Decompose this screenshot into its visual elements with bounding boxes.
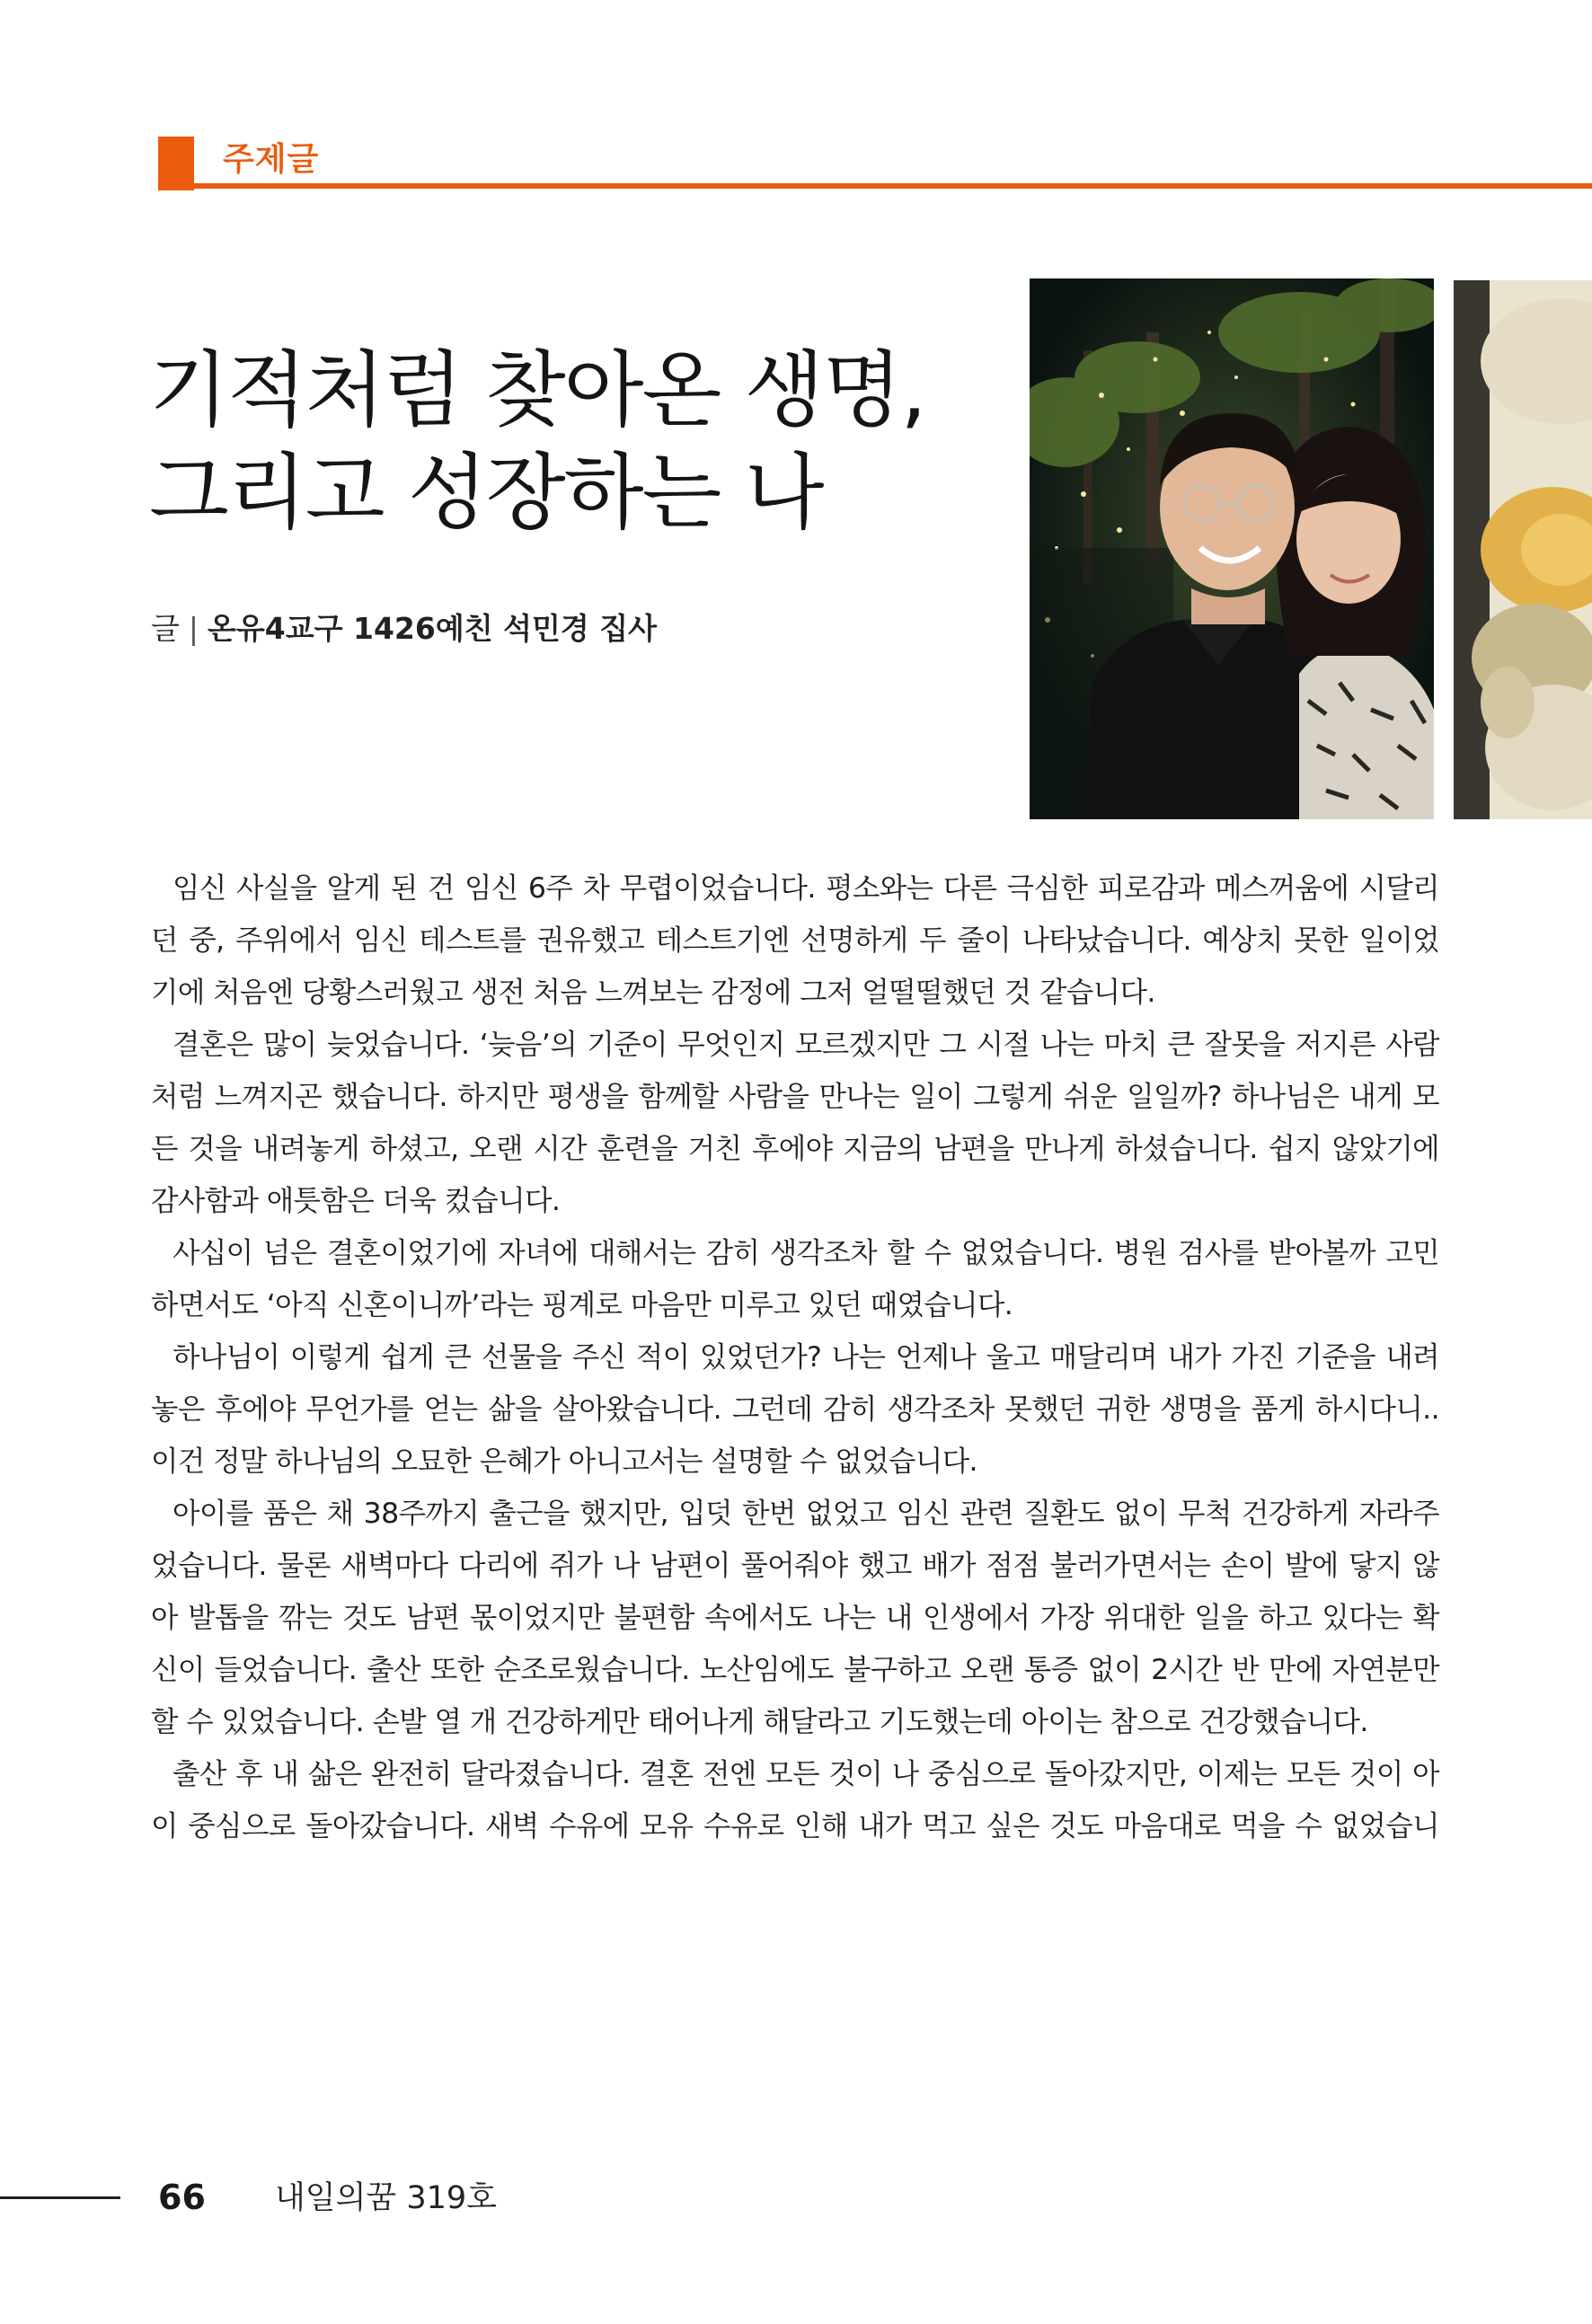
- body-line: 신이 들었습니다. 출산 또한 순조로웠습니다. 노산임에도 불구하고 오랜 통증 없이 2시간 반 만에 자연분만: [151, 1654, 1439, 1686]
- body-line: 처럼 느껴지곤 했습니다. 하지만 평생을 함께할 사람을 만나는 일이 그렇게 쉬운 일일까? 하나님은 내게 모: [151, 1081, 1439, 1113]
- body-line: 아 발톱을 깎는 것도 남편 몫이었지만 불편함 속에서도 나는 내 인생에서 가장 위대한 일을 하고 있다는 확: [151, 1602, 1439, 1634]
- body-line: 든 것을 내려놓게 하셨고, 오랜 시간 훈련을 거친 후에야 지금의 남편을 만나게 하셨습니다. 쉽지 않았기에: [151, 1133, 1439, 1165]
- body-line: 출산 후 내 삶은 완전히 달라졌습니다. 결혼 전엔 모든 것이 나 중심으로 돌아갔지만, 이제는 모든 것이 아: [172, 1758, 1439, 1790]
- footer-rule: [0, 2196, 120, 2199]
- body-line: 놓은 후에야 무언가를 얻는 삶을 살아왔습니다. 그런데 감히 생각조차 못했던 귀한 생명을 품게 하시다니..: [151, 1393, 1439, 1426]
- body-line: 감사함과 애틋함은 더욱 컸습니다.: [151, 1185, 561, 1217]
- couple-photo: [1030, 278, 1434, 819]
- side-photo: [1454, 280, 1592, 819]
- byline-separator: |: [188, 611, 199, 646]
- byline-prefix: 글: [151, 611, 180, 646]
- section-divider: [158, 183, 1592, 189]
- byline-author: 온유4교구 1426예친 석민경 집사: [208, 611, 657, 646]
- section-label: 주제글: [223, 141, 320, 178]
- body-line: 던 중, 주위에서 임신 테스트를 권유했고 테스트기엔 선명하게 두 줄이 나타났습니다. 예상치 못한 일이었: [151, 924, 1439, 957]
- body-line: 사십이 넘은 결혼이었기에 자녀에 대해서는 감히 생각조차 할 수 없었습니다. 병원 검사를 받아볼까 고민: [172, 1237, 1439, 1269]
- article-title-line-1: 기적처럼 찾아온 생명,: [149, 342, 925, 438]
- byline: [151, 609, 657, 649]
- section-header: [158, 137, 1592, 190]
- body-line: 하면서도 ‘아직 신혼이니까’라는 핑계로 마음만 미루고 있던 때였습니다.: [151, 1289, 1013, 1321]
- body-line: 할 수 있었습니다. 손발 열 개 건강하게만 태어나게 해달라고 기도했는데 아이는 참으로 건강했습니다.: [151, 1706, 1368, 1738]
- body-line: 결혼은 많이 늦었습니다. ‘늦음’의 기준이 무엇인지 모르겠지만 그 시절 나는 마치 큰 잘못을 저지른 사람: [172, 1029, 1439, 1061]
- body-line: 하나님이 이렇게 쉽게 큰 선물을 주신 적이 있었던가? 나는 언제나 울고 매달리며 내가 가진 기준을 내려: [172, 1341, 1439, 1374]
- body-line: 임신 사실을 알게 된 건 임신 6주 차 무렵이었습니다. 평소와는 다른 극심한 피로감과 메스꺼움에 시달리: [172, 872, 1439, 905]
- article-title: [149, 340, 958, 544]
- body-line: 었습니다. 물론 새벽마다 다리에 쥐가 나 남편이 풀어줘야 했고 배가 점점 불러가면서는 손이 발에 닿지 않: [151, 1550, 1439, 1582]
- section-color-block: [158, 137, 194, 190]
- body-line: 아이를 품은 채 38주까지 출근을 했지만, 입덧 한번 없었고 임신 관련 질환도 없이 무척 건강하게 자라주: [172, 1498, 1439, 1530]
- body-line: 기에 처음엔 당황스러웠고 생전 처음 느껴보는 감정에 그저 얼떨떨했던 것 같습니다.: [151, 976, 1155, 1009]
- article-title-line-2: 그리고 성장하는 나: [149, 445, 823, 541]
- publication-title: 내일의꿈 319호: [275, 2180, 497, 2216]
- page-number: 66: [158, 2178, 206, 2217]
- body-line: 이건 정말 하나님의 오묘한 은혜가 아니고서는 설명할 수 없었습니다.: [151, 1445, 977, 1478]
- body-line: 이 중심으로 돌아갔습니다. 새벽 수유에 모유 수유로 인해 내가 먹고 싶은 것도 마음대로 먹을 수 없었습니: [151, 1810, 1439, 1842]
- article-body: [151, 862, 1439, 1852]
